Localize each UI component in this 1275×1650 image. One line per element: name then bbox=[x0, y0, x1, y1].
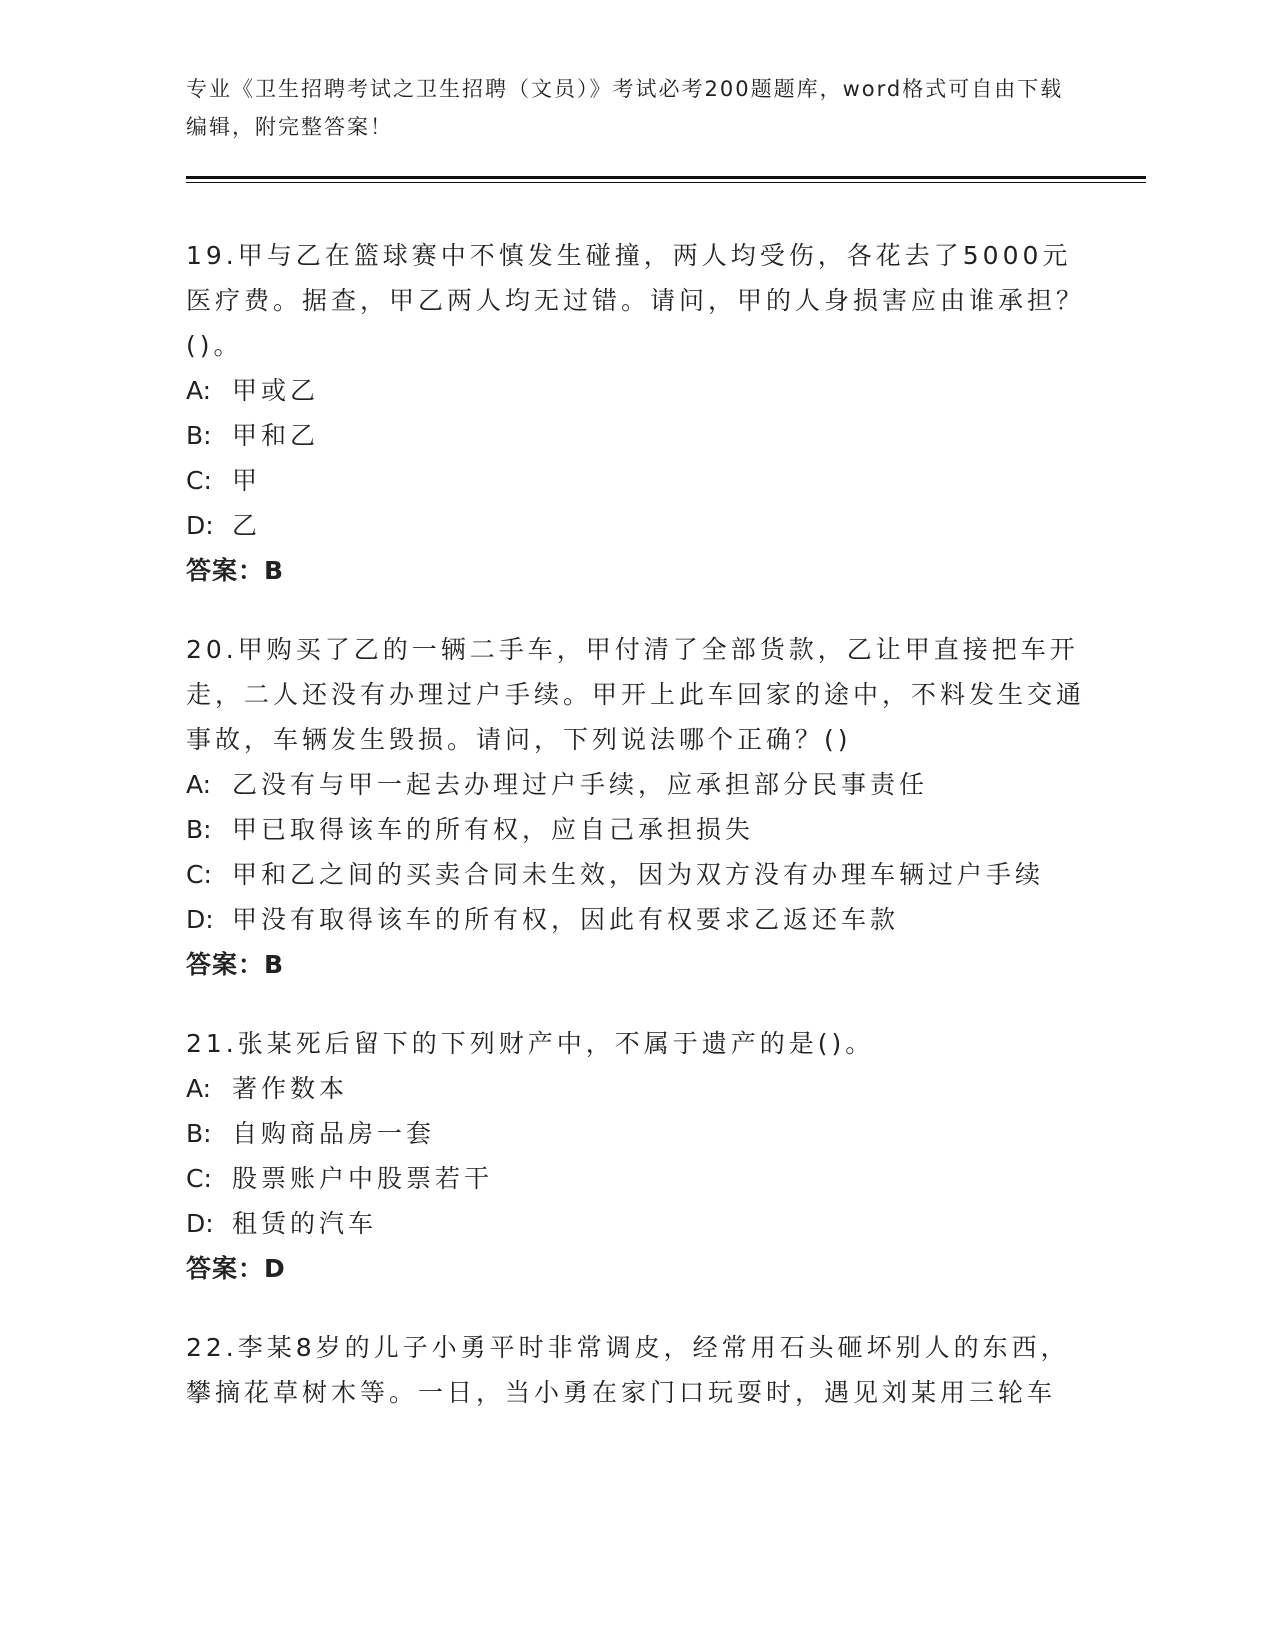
header-rule-thick bbox=[186, 176, 1146, 179]
answer: 答案：D bbox=[186, 1254, 286, 1283]
option-text: 股票账户中股票若干 bbox=[232, 1164, 494, 1193]
option-d bbox=[186, 1201, 1086, 1246]
option-key: D: bbox=[186, 511, 214, 540]
option-text: 自购商品房一套 bbox=[232, 1119, 436, 1148]
option-text: 甲和乙 bbox=[232, 421, 320, 450]
option-key: C: bbox=[186, 1164, 212, 1193]
option-a bbox=[186, 762, 1086, 807]
option-b bbox=[186, 807, 1086, 852]
option-text: 乙没有与甲一起去办理过户手续，应承担部分民事责任 bbox=[232, 770, 929, 799]
answer: 答案：B bbox=[186, 556, 285, 585]
option-key: B: bbox=[186, 421, 212, 450]
question-19 bbox=[186, 233, 1086, 593]
option-key: A: bbox=[186, 770, 212, 799]
header-rule-thin bbox=[186, 182, 1146, 183]
question-21 bbox=[186, 1021, 1086, 1291]
option-a bbox=[186, 368, 1086, 413]
option-key: B: bbox=[186, 1119, 212, 1148]
question-22 bbox=[186, 1325, 1086, 1415]
option-c bbox=[186, 1156, 1086, 1201]
option-a bbox=[186, 1066, 1086, 1111]
option-text: 甲和乙之间的买卖合同未生效，因为双方没有办理车辆过户手续 bbox=[232, 860, 1045, 889]
option-key: D: bbox=[186, 1209, 214, 1238]
option-text: 甲 bbox=[232, 466, 262, 495]
document-header: 专业《卫生招聘考试之卫生招聘（文员）》考试必考200题题库，word格式可自由下载编辑，附完整答案！ bbox=[186, 77, 1064, 139]
option-key: C: bbox=[186, 466, 212, 495]
option-b bbox=[186, 1111, 1086, 1156]
question-text: 22.李某8岁的儿子小勇平时非常调皮，经常用石头砸坏别人的东西，攀摘花草树木等。一日，当小勇在家门口玩耍时，遇见刘某用三轮车 bbox=[186, 1333, 1070, 1407]
option-key: D: bbox=[186, 905, 214, 934]
question-text: 19.甲与乙在篮球赛中不慎发生碰撞，两人均受伤，各花去了5000元医疗费。据查，甲乙两人均无过错。请问，甲的人身损害应由谁承担？()。 bbox=[186, 241, 1086, 360]
option-c bbox=[186, 852, 1086, 897]
option-text: 租赁的汽车 bbox=[232, 1209, 378, 1238]
option-text: 甲已取得该车的所有权，应自己承担损失 bbox=[232, 815, 755, 844]
option-key: B: bbox=[186, 815, 212, 844]
option-key: C: bbox=[186, 860, 212, 889]
option-key: A: bbox=[186, 376, 212, 405]
option-text: 甲或乙 bbox=[232, 376, 320, 405]
option-d bbox=[186, 897, 1086, 942]
question-text: 21.张某死后留下的下列财产中，不属于遗产的是()。 bbox=[186, 1029, 875, 1058]
option-b bbox=[186, 413, 1086, 458]
option-key: A: bbox=[186, 1074, 212, 1103]
option-c bbox=[186, 458, 1086, 503]
answer: 答案：B bbox=[186, 950, 285, 979]
option-d bbox=[186, 503, 1086, 548]
option-text: 乙 bbox=[232, 511, 262, 540]
option-text: 著作数本 bbox=[232, 1074, 349, 1103]
question-20 bbox=[186, 627, 1086, 987]
option-text: 甲没有取得该车的所有权，因此有权要求乙返还车款 bbox=[232, 905, 900, 934]
question-text: 20.甲购买了乙的一辆二手车，甲付清了全部货款，乙让甲直接把车开走，二人还没有办理过户手续。甲开上此车回家的途中，不料发生交通事故，车辆发生毁损。请问，下列说法哪个正确？() bbox=[186, 635, 1086, 754]
question-list bbox=[186, 233, 1086, 1449]
